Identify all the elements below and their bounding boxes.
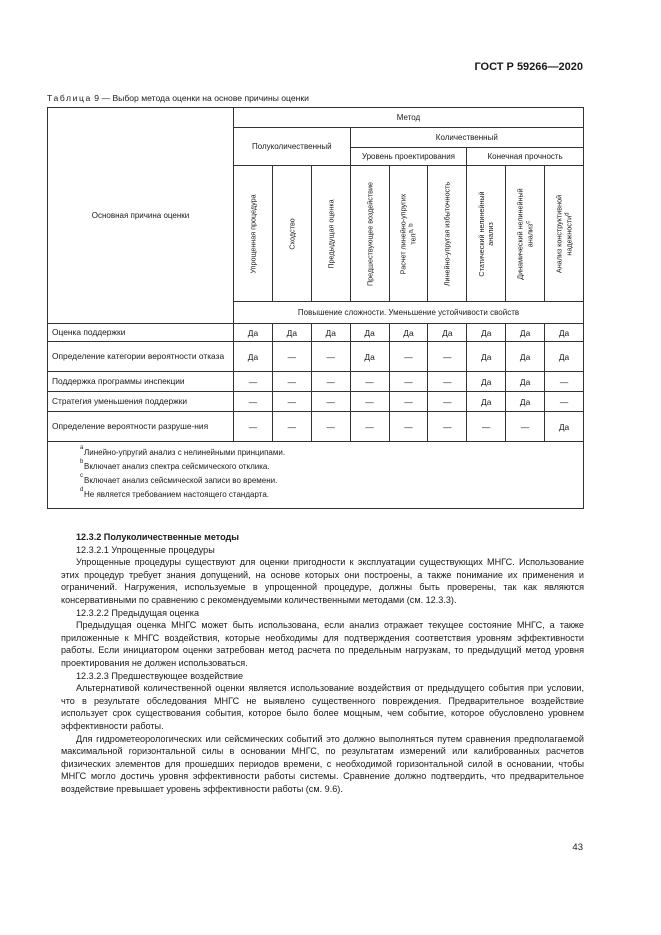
col-header-text [399,193,418,274]
table-cell: — [350,412,389,442]
col-header-text: Упрощенная процедура [248,193,258,274]
footnote-text: Включает анализ сейсмической записи во времени. [84,476,278,485]
footnote-mark: b [80,459,84,465]
paragraph: Альтернативой количественной оценки является использование воздействия от предыдущего события при условии, что в результате обследования МНГС не выявлено существенного повреждения. Предварительное воздействие использует срок существования события, которое было более мощным, чем событие, которое обусловлено уровнем эффективности работы. [61,683,584,731]
table-cell: — [467,412,506,442]
table-cell: Да [467,372,506,392]
table-cell: Да [350,342,389,372]
footnote [80,459,583,474]
col-header-line1: Динамический нелинейный [515,187,525,280]
table-cell: Да [234,342,273,372]
table-cell: — [234,392,273,412]
method-header: Метод [234,108,584,128]
section-heading: 12.3.2 Полуколичественные методы [76,532,240,542]
col-header-redundancy [428,166,467,302]
col-header-text: Сходство [287,217,297,250]
row-label: Поддержка программы инспекции [48,372,234,392]
table-cell: Да [467,324,506,342]
table-cell: — [272,342,311,372]
table-cell: — [311,412,350,442]
col-header-dynamic-nonlinear [506,166,545,302]
table-cell: — [428,372,467,392]
document-code: ГОСТ Р 59266—2020 [474,61,583,73]
paragraph: Предыдущая оценка МНГС может быть использована, если анализ отражает текущее состояние МНГС, а также приложенные к МНГС воздействия, которые необходимы для подтверждения соответствия уровням эффективности работы. Если инициатором оценки затребован метод расчета по предельным нагрузкам, то предыдущий метод уровня проектирования не должен использоваться. [61,620,584,668]
table-cell: — [311,342,350,372]
table-cell: — [506,412,545,442]
col-header-text [515,188,534,279]
subsection-heading: 12.3.2.3 Предшествующее воздействие [76,670,244,681]
row-label: Определение категории вероятности отказа [48,342,234,372]
table-cell: Да [506,392,545,412]
table-row [48,342,584,372]
table-cell: Да [234,324,273,342]
col-header-line1: Расчет линейно-упругих [398,193,408,274]
table-cell: — [545,372,584,392]
col-header-reliability [545,166,584,302]
table-cell: Да [506,324,545,342]
col-header-static-nonlinear [467,166,506,302]
table-caption [47,93,309,103]
table-cell: Да [545,412,584,442]
quant-header: Количественный [350,128,583,148]
table-cell: — [311,372,350,392]
footnote-mark: d [564,211,571,216]
col-header-text: Предыдущая оценка [326,198,336,269]
footnote-text: Включает анализ спектра сейсмического отклика. [84,462,270,471]
table-cell: Да [272,324,311,342]
table-row [48,324,584,342]
col-header-text: Предшествующее воздействие [365,181,375,286]
col-header-line2: тел [409,232,419,245]
footnote-text: Линейно-упругий анализ с нелинейными принципами. [84,448,286,457]
table-cell: — [350,392,389,412]
table-cell: Да [545,342,584,372]
table-cell: Да [350,324,389,342]
footnote-mark: a, b [408,222,415,233]
design-level-header: Уровень проектирования [350,148,467,166]
table-footnotes [48,442,584,509]
table-cell: Да [506,372,545,392]
col-header-line2: анализ [486,221,496,246]
col-header-line2: надежности [564,215,574,256]
caption-text: 9 — Выбор метода оценки на основе причины оценки [91,93,309,103]
footnote [80,487,583,502]
col-header-line1: Статический нелинейный [477,190,487,277]
table-cell: Да [311,324,350,342]
col-header-previous [311,166,350,302]
footnote [80,445,583,460]
table-row [48,392,584,412]
page-number: 43 [572,842,583,853]
method-selection-table [47,107,584,509]
subsection-heading: 12.3.2.1 Упрощенные процедуры [76,544,215,555]
table-cell: — [428,412,467,442]
table-cell: — [350,372,389,392]
col-header-simplified [234,166,273,302]
table-cell: — [272,372,311,392]
subsection-heading: 12.3.2.2 Предыдущая оценка [76,607,200,618]
table-cell: Да [389,324,428,342]
footnote [80,473,583,488]
col-header-text [477,191,495,276]
col-header-text [554,194,573,272]
table-cell: — [272,412,311,442]
table-cell: Да [506,342,545,372]
paragraph: Упрощенные процедуры существуют для оценки пригодности к эксплуатации существующих МНГС. Использование этих процедур требует знания допущений, на основе которых они построены, а также понимание их применения и ограничений. Нагружения, используемые в упрощенной процедуре, должны быть проверены, так как являются консервативными по сравнению с рекомендуемыми количественными методами (см. 12.3.3). [61,557,584,605]
ultimate-strength-header: Конечная прочность [467,148,584,166]
table-cell: — [389,372,428,392]
table-row [48,412,584,442]
col-header-text: Линейно-упругая избыточность [442,181,452,286]
footnote-mark: c [80,473,83,479]
footnote-mark: a [80,445,84,451]
footnote-mark: d [80,487,84,493]
table-cell: Да [428,324,467,342]
row-label: Определение вероятности разруше-ния [48,412,234,442]
row-label: Стратегия уменьшения поддержки [48,392,234,412]
footnote-mark: c [525,220,532,224]
table-cell: Да [467,392,506,412]
footnote-text: Не является требованием настоящего стандарта. [84,490,269,499]
col-header-line1: Анализ конструктивной [554,194,564,273]
col-header-similarity [272,166,311,302]
table-cell: — [389,412,428,442]
table-cell: — [545,392,584,412]
col-header-linear-elastic [389,166,428,302]
main-reason-header: Основная причина оценки [48,108,234,324]
table-cell: — [272,392,311,412]
table-cell: — [234,412,273,442]
caption-label: Таблица [47,93,92,103]
table-row [48,372,584,392]
paragraph: Для гидрометеорологических или сейсмических событий это должно выполняться путем сравнения предполагаемой максимальной горизонтальной силы в основании МНГС, по результатам измерений или калиброванных расчетов физических элементов для прошедших периодов времени, с необходимой горизонтальной силой в основании, чтобы МНГС могло достичь уровня эффективности работы системы. Сравнение должно подтвердить, что предварительное воздействие превышает уровень эффективности работы (см. 9.6). [61,733,584,794]
semi-quant-header: Полуколичественный [234,128,351,166]
table-cell: — [234,372,273,392]
table-cell: Да [545,324,584,342]
table-cell: — [428,342,467,372]
table-cell: — [389,342,428,372]
col-header-line2: анализ [525,223,535,247]
table-cell: — [311,392,350,412]
section-body [61,531,584,795]
complexity-header: Повышение сложности. Уменьшение устойчивости свойств [234,302,584,324]
col-header-prior-exposure [350,166,389,302]
table-cell: — [389,392,428,412]
table-cell: — [428,392,467,412]
row-label: Оценка поддержки [48,324,234,342]
table-cell: Да [467,342,506,372]
